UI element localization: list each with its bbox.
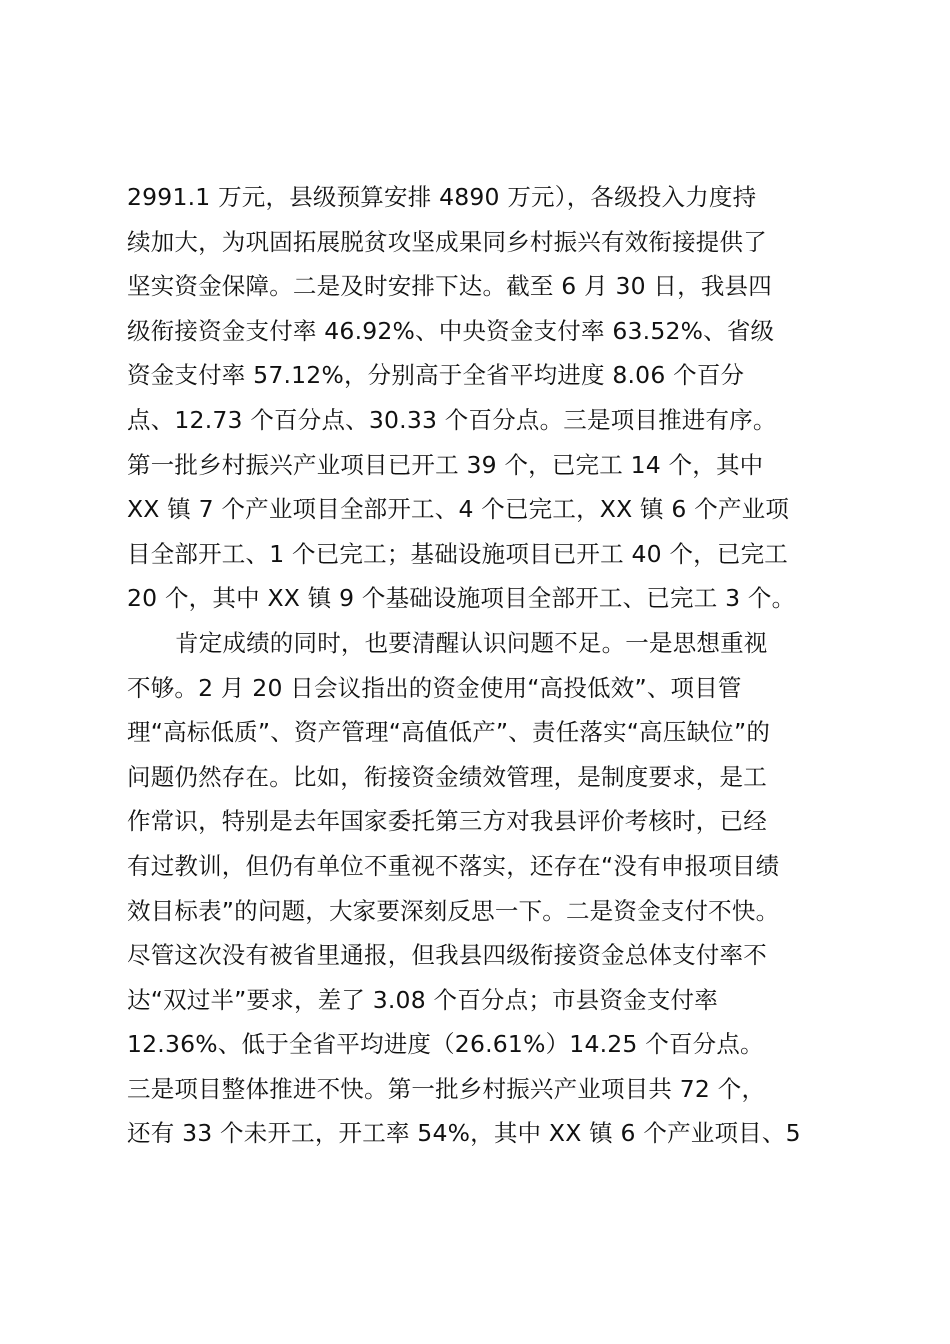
body-text [127, 175, 847, 1156]
text-line-21: 三是项目整体推进不快。第一批乡村振兴产业项目共 72 个， [127, 1074, 766, 1103]
text-line-18: 尽管这次没有被省里通报，但我县四级衔接资金总体支付率不 [127, 941, 767, 970]
text-line-20: 12.36%、低于全省平均进度（26.61%）14.25 个百分点。 [127, 1030, 764, 1059]
text-line-1: 2991.1 万元，县级预算安排 4890 万元），各级投入力度持 [127, 183, 757, 211]
text-line-10: 20 个，其中 XX 镇 9 个基础设施项目全部开工、已完工 3 个。 [127, 584, 796, 613]
text-line-11: 肯定成绩的同时，也要清醒认识问题不足。一是思想重视 [175, 628, 768, 657]
text-line-4: 级衔接资金支付率 46.92%、中央资金支付率 63.52%、省级 [127, 316, 775, 345]
text-line-7: 第一批乡村振兴产业项目已开工 39 个，已完工 14 个，其中 [127, 450, 764, 479]
text-line-22: 还有 33 个未开工，开工率 54%，其中 XX 镇 6 个产业项目、5 [127, 1119, 801, 1148]
text-line-6: 点、12.73 个百分点、30.33 个百分点。三是项目推进有序。 [127, 405, 777, 434]
text-line-17: 效目标表”的问题，大家要深刻反思一下。二是资金支付不快。 [127, 896, 780, 925]
text-line-15: 作常识，特别是去年国家委托第三方对我县评价考核时，已经 [127, 807, 767, 836]
text-line-14: 问题仍然存在。比如，衔接资金绩效管理，是制度要求，是工 [127, 762, 767, 791]
text-line-16: 有过教训，但仍有单位不重视不落实，还存在“没有申报项目绩 [127, 851, 780, 880]
text-line-9: 目全部开工、1 个已完工；基础设施项目已开工 40 个，已完工 [127, 539, 788, 568]
text-line-8: XX 镇 7 个产业项目全部开工、4 个已完工，XX 镇 6 个产业项 [127, 495, 790, 524]
text-line-5: 资金支付率 57.12%，分别高于全省平均进度 8.06 个百分 [127, 361, 745, 390]
text-line-12: 不够。2 月 20 日会议指出的资金使用“高投低效”、项目管 [127, 673, 742, 702]
text-line-19: 达“双过半”要求，差了 3.08 个百分点；市县资金支付率 [127, 985, 718, 1014]
text-line-13: 理“高标低质”、资产管理“高值低产”、责任落实“高压缺位”的 [127, 718, 771, 747]
text-line-2: 续加大，为巩固拓展脱贫攻坚成果同乡村振兴有效衔接提供了 [127, 227, 767, 256]
text-line-3: 坚实资金保障。二是及时安排下达。截至 6 月 30 日，我县四 [127, 272, 772, 301]
